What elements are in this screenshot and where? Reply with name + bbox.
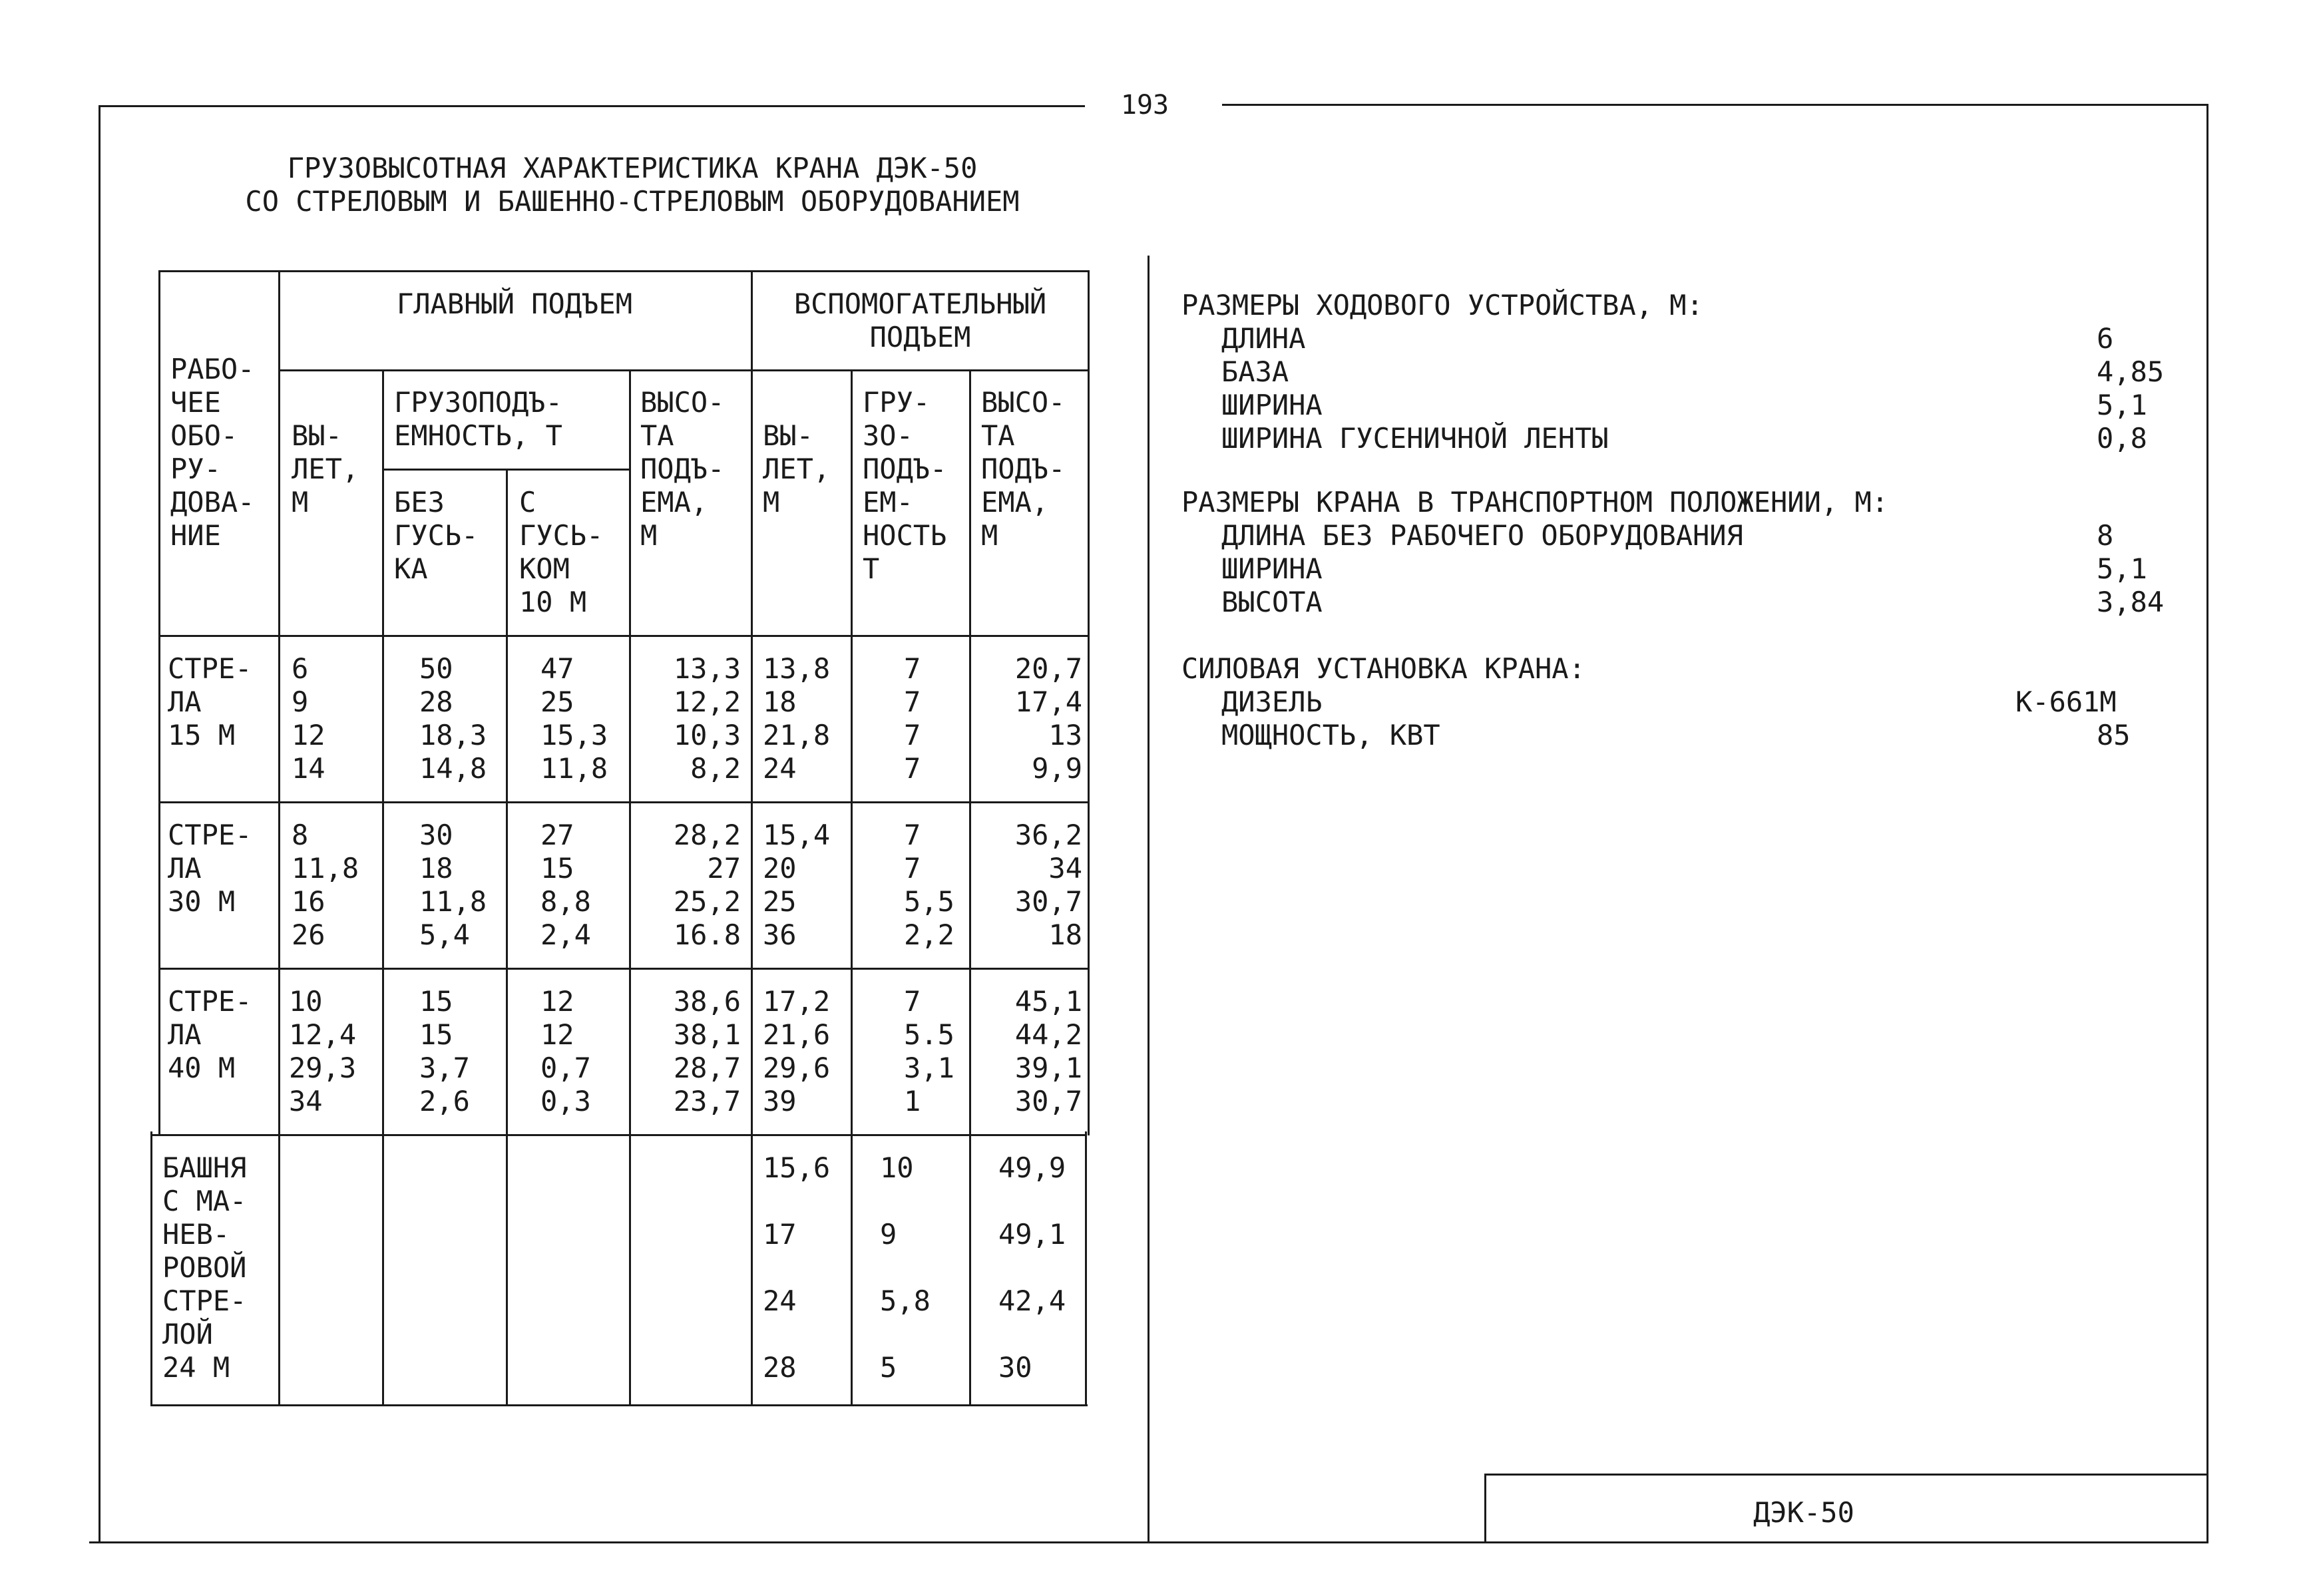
page-number: 193 xyxy=(1120,90,1169,120)
header-capacity: ГРУЗОПОДЪ- ЕМНОСТЬ, Т xyxy=(394,386,562,452)
header-main-lift: ГЛАВНЫЙ ПОДЪЕМ xyxy=(396,288,632,320)
header-no-jib: БЕЗ ГУСЬ- КА xyxy=(394,486,479,585)
transport-length-value: 8 xyxy=(2097,519,2114,552)
title-line-1: ГРУЗОВЫСОТНАЯ ХАРАКТЕРИСТИКА КРАНА ДЭК-50 xyxy=(287,152,978,184)
group-1-aux-height: 20,7 17,4 13 9,9 xyxy=(1014,652,1082,785)
engine-value: К-661М xyxy=(2015,686,2117,718)
group-3-reach: 10 12,4 29,3 34 xyxy=(289,985,357,1117)
power-value: 85 xyxy=(2097,719,2131,751)
group-4-aux-height: 49,9 49,1 42,4 30 xyxy=(998,1151,1066,1384)
header-height: ВЫСО- ТА ПОДЪ- ЕМА, М xyxy=(640,386,725,552)
group-1-reach: 6 9 12 14 xyxy=(292,652,325,785)
chassis-width-value: 5,1 xyxy=(2097,389,2147,421)
track-width-value: 0,8 xyxy=(2097,422,2147,455)
group-2-aux-reach: 15,4 20 25 36 xyxy=(763,819,831,951)
group-3-aux-height: 45,1 44,2 39,1 30,7 xyxy=(1014,985,1082,1117)
group-2-with-jib: 27 15 8,8 2,4 xyxy=(540,819,591,951)
group-2-aux-capacity: 7 7 5,5 2,2 xyxy=(904,819,954,951)
group-2-height: 28,2 27 25,2 16.8 xyxy=(673,819,741,951)
header-with-jib: С ГУСЬ- КОМ 10 М xyxy=(519,486,604,618)
group-1-equipment: СТРЕ- ЛА 15 М xyxy=(168,652,252,751)
group-3-aux-capacity: 7 5.5 3,1 1 xyxy=(904,985,954,1117)
group-3-equipment: СТРЕ- ЛА 40 М xyxy=(168,985,252,1084)
transport-heading: РАЗМЕРЫ КРАНА В ТРАНСПОРТНОМ ПОЛОЖЕНИИ, М: xyxy=(1181,486,1889,518)
header-aux-reach: ВЫ- ЛЕТ, М xyxy=(763,419,831,518)
stamp-label: ДЭК-50 xyxy=(1753,1496,1854,1529)
title-line-2: СО СТРЕЛОВЫМ И БАШЕННО-СТРЕЛОВЫМ ОБОРУДОВАНИЕМ xyxy=(245,185,1020,218)
group-1-height: 13,3 12,2 10,3 8,2 xyxy=(673,652,741,785)
header-equipment: РАБО- ЧЕЕ ОБО- РУ- ДОВА- НИЕ xyxy=(170,353,255,552)
transport-width-label: ШИРИНА xyxy=(1221,552,1323,585)
chassis-heading: РАЗМЕРЫ ХОДОВОГО УСТРОЙСТВА, М: xyxy=(1181,289,1703,321)
group-3-no-jib: 15 15 3,7 2,6 xyxy=(419,985,470,1117)
transport-height-label: ВЫСОТА xyxy=(1221,586,1323,618)
chassis-width-label: ШИРИНА xyxy=(1221,389,1323,421)
header-aux-lift: ВСПОМОГАТЕЛЬНЫЙ ПОДЪЕМ xyxy=(793,288,1047,353)
group-1-aux-reach: 13,8 18 21,8 24 xyxy=(763,652,831,785)
chassis-length-value: 6 xyxy=(2097,322,2114,355)
power-heading: СИЛОВАЯ УСТАНОВКА КРАНА: xyxy=(1181,652,1585,685)
group-1-no-jib: 50 28 18,3 14,8 xyxy=(419,652,487,785)
group-4-aux-reach: 15,6 17 24 28 xyxy=(763,1151,831,1384)
transport-height-value: 3,84 xyxy=(2097,586,2165,618)
chassis-base-value: 4,85 xyxy=(2097,355,2165,388)
group-2-equipment: СТРЕ- ЛА 30 М xyxy=(168,819,252,918)
power-label: МОЩНОСТЬ, КВТ xyxy=(1221,719,1440,751)
header-aux-height: ВЫСО- ТА ПОДЪ- ЕМА, М xyxy=(981,386,1066,552)
group-1-with-jib: 47 25 15,3 11,8 xyxy=(540,652,608,785)
group-2-reach: 8 11,8 16 26 xyxy=(292,819,359,951)
group-4-equipment: БАШНЯ С МА- НЕВ- РОВОЙ СТРЕ- ЛОЙ 24 М xyxy=(162,1151,247,1384)
chassis-base-label: БАЗА xyxy=(1221,355,1289,388)
chassis-length-label: ДЛИНА xyxy=(1221,322,1306,355)
header-reach: ВЫ- ЛЕТ, М xyxy=(292,419,359,518)
engine-label: ДИЗЕЛЬ xyxy=(1221,686,1323,718)
header-aux-capacity: ГРУ- ЗО- ПОДЪ- ЕМ- НОСТЬ Т xyxy=(863,386,947,585)
group-3-aux-reach: 17,2 21,6 29,6 39 xyxy=(763,985,831,1117)
document-title xyxy=(133,152,1132,218)
group-3-height: 38,6 38,1 28,7 23,7 xyxy=(673,985,741,1117)
group-1-aux-capacity: 7 7 7 7 xyxy=(904,652,921,785)
transport-width-value: 5,1 xyxy=(2097,552,2147,585)
group-4-aux-capacity: 10 9 5,8 5 xyxy=(880,1151,931,1384)
transport-length-label: ДЛИНА БЕЗ РАБОЧЕГО ОБОРУДОВАНИЯ xyxy=(1221,519,1743,552)
group-3-with-jib: 12 12 0,7 0,3 xyxy=(540,985,591,1117)
track-width-label: ШИРИНА ГУСЕНИЧНОЙ ЛЕНТЫ xyxy=(1221,422,1609,455)
group-2-no-jib: 30 18 11,8 5,4 xyxy=(419,819,487,951)
group-2-aux-height: 36,2 34 30,7 18 xyxy=(1014,819,1082,951)
